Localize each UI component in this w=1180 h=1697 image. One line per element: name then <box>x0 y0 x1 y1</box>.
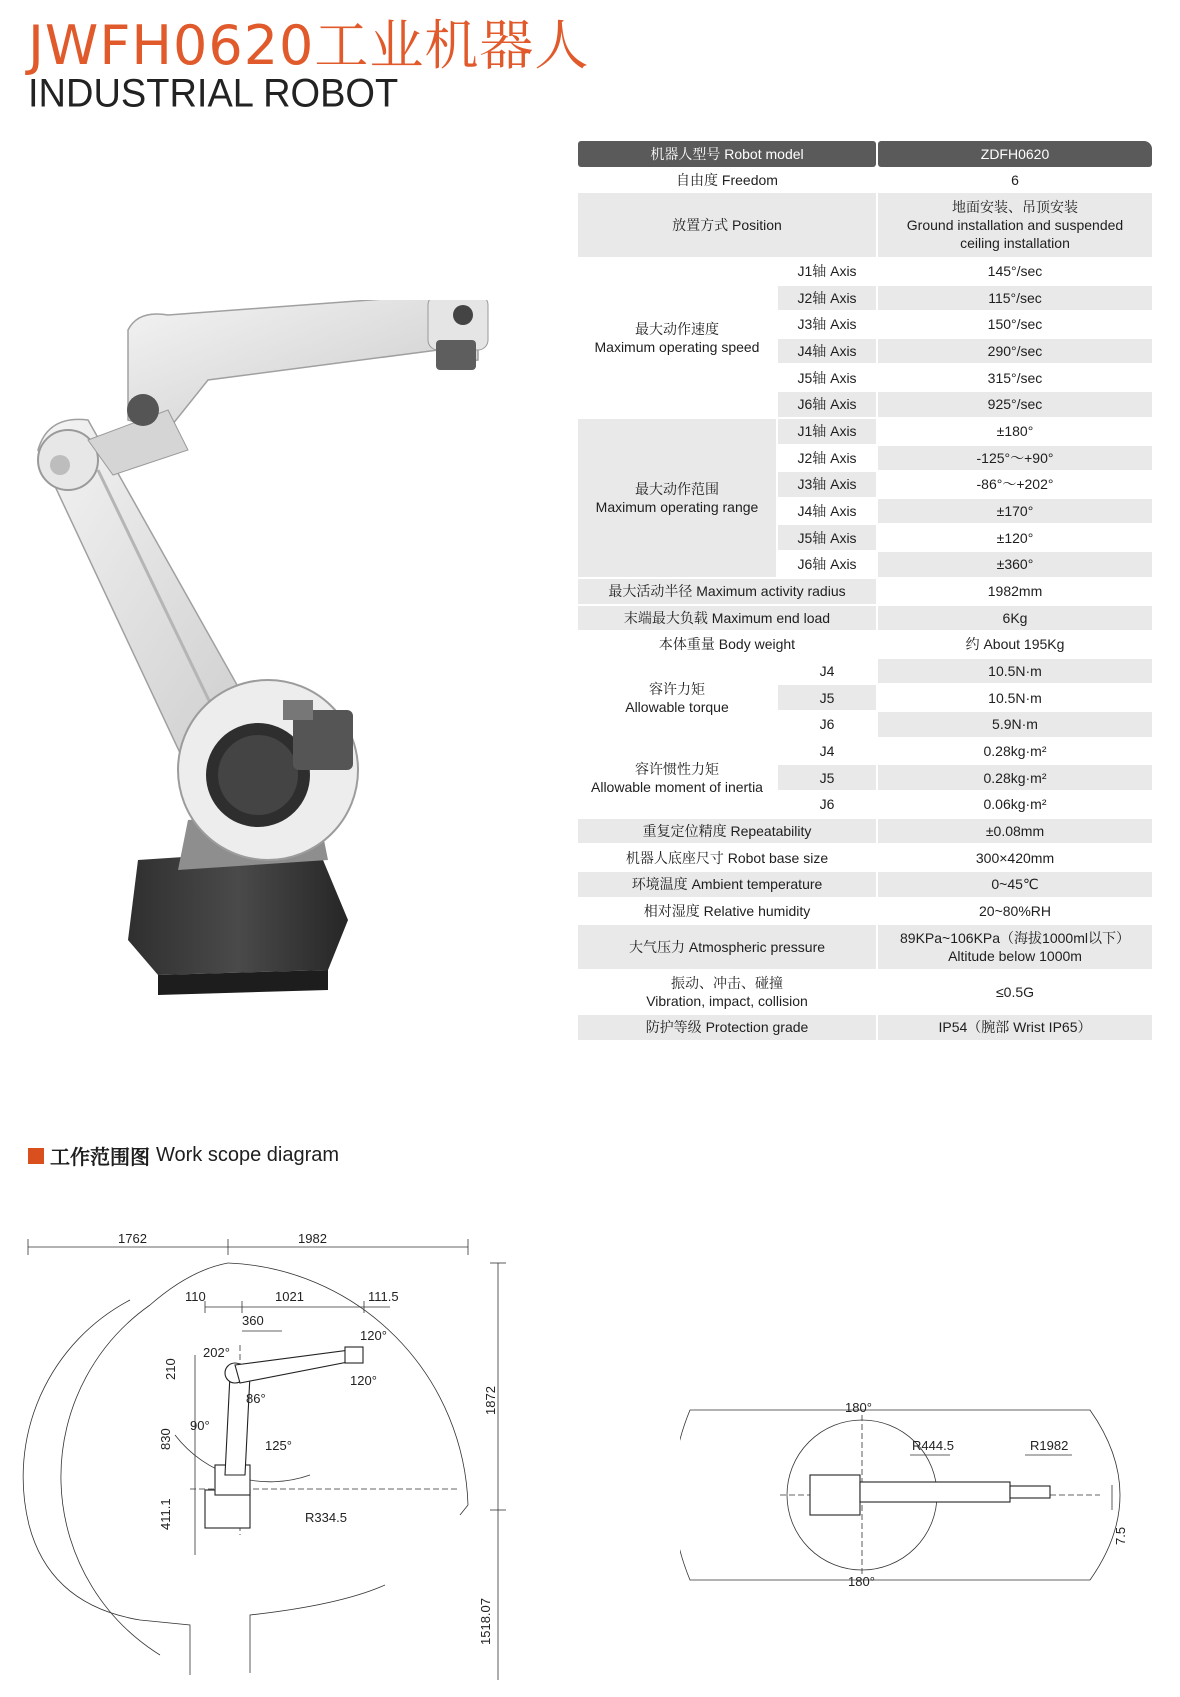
top-view-diagram <box>680 1400 1160 1590</box>
speed-label-cn: 最大动作速度 <box>635 321 719 337</box>
torque-label-en: Allowable torque <box>625 698 729 715</box>
spec-label: 本体重量 Body weight <box>578 632 876 659</box>
spec-value <box>878 925 1152 971</box>
speed-axis: J4轴 Axis <box>778 339 876 366</box>
dim-411-1: 411.1 <box>158 1498 173 1530</box>
range-axis: J5轴 Axis <box>778 525 876 552</box>
angle-90: 90° <box>190 1418 210 1433</box>
torque-value: 10.5N·m <box>878 659 1152 686</box>
torque-axis: J5 <box>778 685 876 712</box>
spec-label: 相对湿度 Relative humidity <box>578 899 876 926</box>
inertia-value: 0.28kg·m² <box>878 765 1152 792</box>
spec-row-protection <box>578 1015 1152 1042</box>
spec-label: 放置方式 Position <box>578 193 876 259</box>
range-axis: J1轴 Axis <box>778 419 876 446</box>
torque-label <box>578 659 776 739</box>
top-dim-7-5: 7.5 <box>1113 1526 1128 1545</box>
range-label <box>578 419 776 579</box>
spec-value: 6Kg <box>878 606 1152 633</box>
section-marker <box>28 1148 44 1164</box>
spec-table <box>578 141 1152 1042</box>
spec-row-freedom <box>578 169 1152 193</box>
top-radius-444-5: R444.5 <box>912 1438 954 1453</box>
spec-value: 300×420mm <box>878 845 1152 872</box>
inertia-label-en: Allowable moment of inertia <box>591 778 763 795</box>
spec-value: 1982mm <box>878 579 1152 606</box>
spec-row-position <box>578 193 1152 259</box>
spec-header <box>578 141 1152 167</box>
range-value: -86°～+202° <box>878 472 1152 499</box>
inertia-label-cn: 容许惯性力矩 <box>635 760 719 777</box>
dim-110: 110 <box>185 1289 206 1304</box>
speed-value: 290°/sec <box>878 339 1152 366</box>
vibration-label-cn: 振动、冲击、碰撞 <box>671 975 783 992</box>
range-value: ±360° <box>878 552 1152 579</box>
spec-value: 6 <box>878 169 1152 193</box>
spec-label: 环境温度 Ambient temperature <box>578 872 876 899</box>
speed-label <box>578 259 776 419</box>
top-angle-180-top: 180° <box>845 1400 872 1415</box>
spec-row-vibration <box>578 971 1152 1015</box>
dim-830: 830 <box>158 1428 173 1450</box>
page-subtitle: INDUSTRIAL ROBOT <box>28 71 399 117</box>
dim-1021: 1021 <box>275 1289 304 1304</box>
spec-header-label: 机器人型号 Robot model <box>578 141 876 167</box>
spec-label: 机器人底座尺寸 Robot base size <box>578 845 876 872</box>
spec-value: IP54（腕部 Wrist IP65） <box>878 1015 1152 1042</box>
top-radius-1982: R1982 <box>1030 1438 1069 1453</box>
angle-86: 86° <box>246 1391 266 1406</box>
range-axis: J4轴 Axis <box>778 499 876 526</box>
speed-value: 150°/sec <box>878 312 1152 339</box>
spec-value <box>878 193 1152 259</box>
vibration-label-en: Vibration, impact, collision <box>646 993 808 1010</box>
spec-label: 大气压力 Atmospheric pressure <box>578 925 876 971</box>
torque-axis: J4 <box>778 659 876 686</box>
inertia-value: 0.28kg·m² <box>878 739 1152 766</box>
spec-value: 20~80%RH <box>878 899 1152 926</box>
speed-axis: J3轴 Axis <box>778 312 876 339</box>
section-heading <box>28 1141 339 1170</box>
speed-value: 315°/sec <box>878 365 1152 392</box>
spec-group-torque <box>578 659 1152 739</box>
dim-1518-07: 1518.07 <box>478 1598 493 1645</box>
position-value-cn: 地面安装、吊顶安装 <box>952 199 1078 215</box>
spec-label: 最大活动半径 Maximum activity radius <box>578 579 876 606</box>
spec-row-end-load <box>578 606 1152 633</box>
spec-group-range <box>578 419 1152 579</box>
spec-label: 重复定位精度 Repeatability <box>578 819 876 846</box>
spec-row-weight <box>578 632 1152 659</box>
speed-label-en: Maximum operating speed <box>594 339 760 355</box>
robot-illustration <box>18 300 518 1060</box>
range-label-en: Maximum operating range <box>595 499 759 515</box>
angle-120-b: 120° <box>350 1373 377 1388</box>
spec-value: 约 About 195Kg <box>878 632 1152 659</box>
range-axis: J3轴 Axis <box>778 472 876 499</box>
torque-value: 10.5N·m <box>878 685 1152 712</box>
spec-row-temp <box>578 872 1152 899</box>
range-label-cn: 最大动作范围 <box>635 481 719 497</box>
inertia-label <box>578 739 776 819</box>
range-axis: J6轴 Axis <box>778 552 876 579</box>
dim-360: 360 <box>242 1313 264 1328</box>
inertia-axis: J5 <box>778 765 876 792</box>
radius-334-5: R334.5 <box>305 1510 347 1525</box>
range-axis: J2轴 Axis <box>778 446 876 473</box>
inertia-value: 0.06kg·m² <box>878 792 1152 819</box>
speed-axis: J5轴 Axis <box>778 365 876 392</box>
range-value: ±180° <box>878 419 1152 446</box>
dim-210: 210 <box>163 1358 178 1380</box>
spec-label <box>578 971 876 1015</box>
spec-label: 自由度 Freedom <box>578 169 876 193</box>
dim-111-5: 111.5 <box>368 1289 399 1304</box>
spec-header-value: ZDFH0620 <box>878 141 1152 167</box>
side-view-diagram <box>20 1225 510 1680</box>
spec-row-humidity <box>578 899 1152 926</box>
spec-label: 防护等级 Protection grade <box>578 1015 876 1042</box>
spec-label: 末端最大负载 Maximum end load <box>578 606 876 633</box>
section-title-cn: 工作范围图 <box>50 1145 150 1169</box>
side-dimension-labels <box>118 1231 498 1645</box>
spec-value: ≤0.5G <box>878 971 1152 1015</box>
spec-value: 0~45℃ <box>878 872 1152 899</box>
dim-1762: 1762 <box>118 1231 147 1246</box>
dim-1982: 1982 <box>298 1231 327 1246</box>
section-title-en: Work scope diagram <box>156 1144 340 1166</box>
pressure-value-1: 89KPa~106KPa（海拔1000ml以下） <box>900 930 1130 947</box>
torque-label-cn: 容许力矩 <box>649 680 705 697</box>
spec-row-base <box>578 845 1152 872</box>
dim-1872: 1872 <box>483 1386 498 1415</box>
range-value: -125°～+90° <box>878 446 1152 473</box>
spec-row-pressure <box>578 925 1152 971</box>
range-value: ±120° <box>878 525 1152 552</box>
spec-row-repeat <box>578 819 1152 846</box>
speed-axis: J6轴 Axis <box>778 392 876 419</box>
angle-125: 125° <box>265 1438 292 1453</box>
position-value-en2: ceiling installation <box>960 235 1070 251</box>
speed-value: 925°/sec <box>878 392 1152 419</box>
angle-202: 202° <box>203 1345 230 1360</box>
torque-axis: J6 <box>778 712 876 739</box>
spec-value: ±0.08mm <box>878 819 1152 846</box>
spec-row-radius <box>578 579 1152 606</box>
torque-value: 5.9N·m <box>878 712 1152 739</box>
range-value: ±170° <box>878 499 1152 526</box>
inertia-axis: J6 <box>778 792 876 819</box>
speed-value: 115°/sec <box>878 286 1152 313</box>
speed-value: 145°/sec <box>878 259 1152 286</box>
spec-group-speed <box>578 259 1152 419</box>
spec-group-inertia <box>578 739 1152 819</box>
page-title: JWFH0620工业机器人 <box>28 14 590 77</box>
inertia-axis: J4 <box>778 739 876 766</box>
speed-axis: J1轴 Axis <box>778 259 876 286</box>
angle-120-a: 120° <box>360 1328 387 1343</box>
position-value-en1: Ground installation and suspended <box>906 217 1124 233</box>
speed-axis: J2轴 Axis <box>778 286 876 313</box>
top-angle-180-bottom: 180° <box>848 1574 875 1589</box>
pressure-value-2: Altitude below 1000m <box>948 948 1082 965</box>
